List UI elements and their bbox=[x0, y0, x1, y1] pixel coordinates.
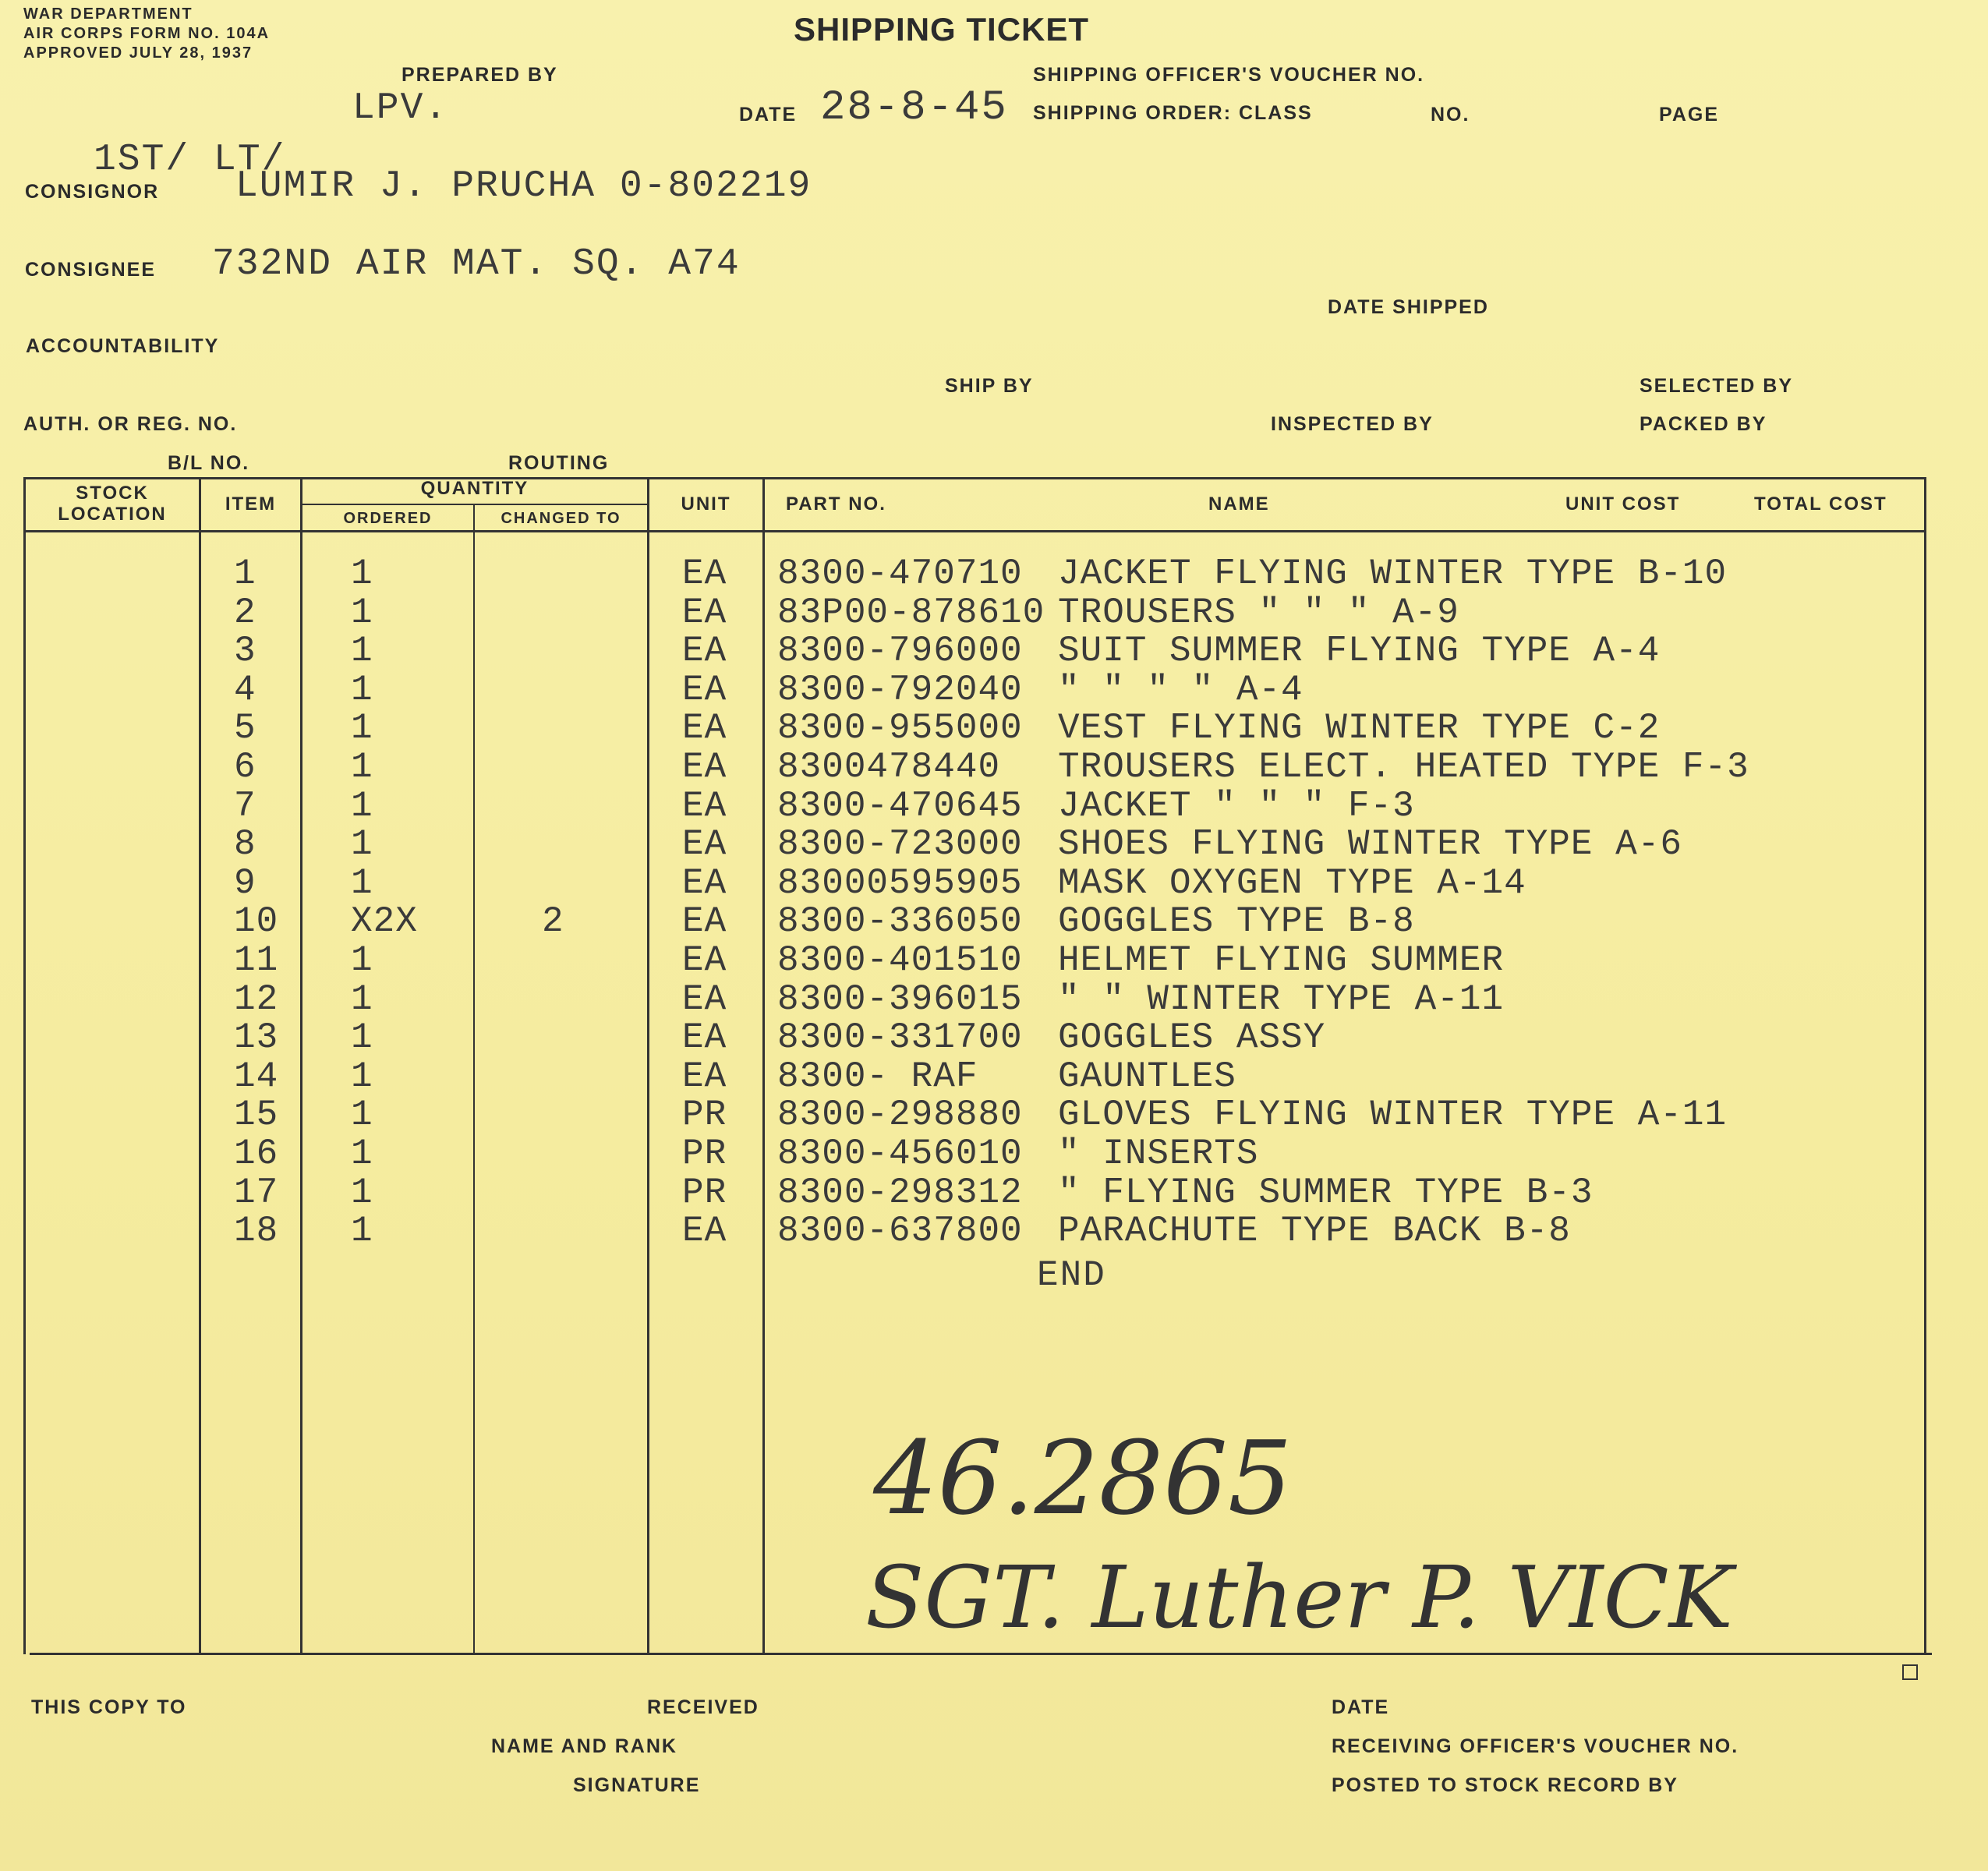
row-quantity-ordered: 1 bbox=[351, 1056, 373, 1097]
header-unit: UNIT bbox=[681, 493, 731, 515]
row-unit: EA bbox=[682, 554, 727, 594]
header-stock-line2: LOCATION bbox=[58, 504, 167, 525]
signature-label: SIGNATURE bbox=[573, 1774, 701, 1796]
row-item-number: 8 bbox=[234, 824, 256, 865]
routing-label: ROUTING bbox=[508, 452, 610, 474]
row-name: " " " " A-4 bbox=[1058, 669, 1304, 710]
row-item-number: 14 bbox=[234, 1056, 279, 1097]
row-unit: EA bbox=[682, 631, 727, 672]
row-unit: PR bbox=[682, 1172, 727, 1213]
table-row bbox=[0, 940, 1988, 979]
form-approved: APPROVED JULY 28, 1937 bbox=[23, 44, 253, 62]
row-unit: EA bbox=[682, 862, 727, 904]
consignee-value: 732ND AIR MAT. SQ. A74 bbox=[212, 243, 741, 285]
row-part-no: 8300-298312 bbox=[777, 1172, 1023, 1213]
row-quantity-ordered: X2X bbox=[351, 901, 418, 943]
table-row bbox=[0, 901, 1988, 943]
row-quantity-ordered: 1 bbox=[351, 1017, 373, 1059]
row-part-no: 8300- RAF bbox=[777, 1056, 978, 1097]
row-part-no: 83000595905 bbox=[777, 862, 1023, 904]
row-item-number: 3 bbox=[234, 631, 256, 672]
header-part-no: PART NO. bbox=[786, 493, 886, 515]
header-name: NAME bbox=[1208, 493, 1270, 515]
page-title: SHIPPING TICKET bbox=[794, 11, 1090, 48]
header-total-cost: TOTAL COST bbox=[1754, 493, 1887, 515]
page-label: PAGE bbox=[1659, 104, 1719, 126]
table-row bbox=[0, 979, 1988, 1018]
date-value: 28-8-45 bbox=[820, 84, 1008, 132]
row-quantity-ordered: 1 bbox=[351, 708, 373, 749]
row-item-number: 18 bbox=[234, 1211, 279, 1252]
row-quantity-ordered: 1 bbox=[351, 1211, 373, 1252]
table-row bbox=[0, 1211, 1988, 1250]
row-quantity-ordered: 1 bbox=[351, 1134, 373, 1174]
shipping-order-class-label: SHIPPING ORDER: CLASS bbox=[1033, 102, 1313, 124]
table-row bbox=[0, 554, 1988, 592]
packed-by-label: PACKED BY bbox=[1640, 413, 1767, 435]
date-label: DATE bbox=[739, 104, 798, 126]
table-row bbox=[0, 786, 1988, 825]
footer-date-label: DATE bbox=[1332, 1696, 1390, 1718]
row-unit: EA bbox=[682, 940, 727, 981]
handwritten-number: 46.2865 bbox=[873, 1419, 1293, 1537]
name-and-rank-label: NAME AND RANK bbox=[491, 1735, 677, 1757]
corner-box bbox=[1902, 1664, 1918, 1680]
table-row bbox=[0, 1056, 1988, 1095]
table-row bbox=[0, 824, 1988, 863]
row-part-no: 8300-456010 bbox=[777, 1134, 1023, 1174]
row-unit: EA bbox=[682, 1211, 727, 1252]
handwritten-signature: SGT. Luther P. VICK bbox=[865, 1547, 1733, 1647]
row-unit: PR bbox=[682, 1134, 727, 1174]
accountability-label: ACCOUNTABILITY bbox=[26, 335, 220, 357]
form-number: AIR CORPS FORM NO. 104A bbox=[23, 25, 271, 42]
row-quantity-ordered: 1 bbox=[351, 940, 373, 981]
row-quantity-changed: 2 bbox=[542, 901, 564, 943]
row-quantity-ordered: 1 bbox=[351, 862, 373, 904]
row-item-number: 6 bbox=[234, 747, 256, 787]
row-item-number: 15 bbox=[234, 1095, 279, 1136]
row-item-number: 1 bbox=[234, 554, 256, 594]
row-name: VEST FLYING WINTER TYPE C-2 bbox=[1058, 708, 1661, 749]
row-part-no: 8300-470710 bbox=[777, 554, 1023, 594]
end-marker: END bbox=[1037, 1255, 1106, 1296]
row-name: TROUSERS ELECT. HEATED TYPE F-3 bbox=[1058, 747, 1749, 787]
bl-no-label: B/L NO. bbox=[168, 452, 250, 474]
row-item-number: 7 bbox=[234, 785, 256, 826]
row-part-no: 8300-331700 bbox=[777, 1017, 1023, 1059]
prepared-by-value: LPV. bbox=[352, 87, 449, 129]
row-unit: EA bbox=[682, 747, 727, 787]
header-stock-line1: STOCK bbox=[76, 483, 149, 504]
row-name: GLOVES FLYING WINTER TYPE A-11 bbox=[1058, 1095, 1728, 1136]
row-quantity-ordered: 1 bbox=[351, 554, 373, 594]
table-row bbox=[0, 1095, 1988, 1134]
row-quantity-ordered: 1 bbox=[351, 592, 373, 633]
row-quantity-ordered: 1 bbox=[351, 824, 373, 865]
consignor-label: CONSIGNOR bbox=[25, 181, 160, 203]
consignor-value: LUMIR J. PRUCHA 0-802219 bbox=[235, 165, 812, 207]
row-unit: EA bbox=[682, 592, 727, 633]
this-copy-to-label: THIS COPY TO bbox=[31, 1696, 187, 1718]
row-unit: EA bbox=[682, 669, 727, 710]
inspected-by-label: INSPECTED BY bbox=[1271, 413, 1434, 435]
row-quantity-ordered: 1 bbox=[351, 1172, 373, 1213]
row-name: HELMET FLYING SUMMER bbox=[1058, 940, 1505, 981]
table-row bbox=[0, 592, 1988, 631]
table-row bbox=[0, 1134, 1988, 1172]
row-name: GOGGLES TYPE B-8 bbox=[1058, 901, 1415, 943]
voucher-label: SHIPPING OFFICER'S VOUCHER NO. bbox=[1033, 64, 1425, 86]
table-row bbox=[0, 747, 1988, 786]
row-unit: EA bbox=[682, 1017, 727, 1059]
row-unit: EA bbox=[682, 978, 727, 1020]
row-item-number: 17 bbox=[234, 1172, 279, 1213]
row-part-no: 8300-955000 bbox=[777, 708, 1023, 749]
row-part-no: 83P00-878610 bbox=[777, 592, 1045, 633]
ship-by-label: SHIP BY bbox=[945, 375, 1034, 397]
table-row bbox=[0, 1017, 1988, 1059]
order-no-label: NO. bbox=[1431, 104, 1470, 126]
received-label: RECEIVED bbox=[647, 1696, 759, 1718]
row-item-number: 5 bbox=[234, 708, 256, 749]
row-quantity-ordered: 1 bbox=[351, 631, 373, 672]
table-header-divider bbox=[23, 530, 1926, 532]
row-name: JACKET FLYING WINTER TYPE B-10 bbox=[1058, 554, 1728, 594]
date-shipped-label: DATE SHIPPED bbox=[1328, 296, 1489, 318]
row-name: " FLYING SUMMER TYPE B-3 bbox=[1058, 1172, 1594, 1213]
row-part-no: 8300-637800 bbox=[777, 1211, 1023, 1252]
row-item-number: 11 bbox=[234, 940, 279, 981]
row-unit: EA bbox=[682, 901, 727, 943]
row-name: PARACHUTE TYPE BACK B-8 bbox=[1058, 1211, 1571, 1252]
row-part-no: 8300-396015 bbox=[777, 978, 1023, 1020]
header-item: ITEM bbox=[225, 493, 277, 515]
row-item-number: 10 bbox=[234, 901, 279, 943]
row-item-number: 4 bbox=[234, 669, 256, 710]
row-unit: EA bbox=[682, 1056, 727, 1097]
row-unit: EA bbox=[682, 824, 727, 865]
receiving-voucher-label: RECEIVING OFFICER'S VOUCHER NO. bbox=[1332, 1735, 1739, 1757]
row-name: TROUSERS " " " A-9 bbox=[1058, 592, 1459, 633]
table-row bbox=[0, 631, 1988, 670]
table-row bbox=[0, 863, 1988, 902]
row-name: SHOES FLYING WINTER TYPE A-6 bbox=[1058, 824, 1682, 865]
table-row bbox=[0, 1172, 1988, 1211]
row-part-no: 8300-298880 bbox=[777, 1095, 1023, 1136]
row-item-number: 16 bbox=[234, 1134, 279, 1174]
header-changed-to: CHANGED TO bbox=[501, 510, 621, 527]
row-item-number: 2 bbox=[234, 592, 256, 633]
row-part-no: 8300-336050 bbox=[777, 901, 1023, 943]
table-row bbox=[0, 708, 1988, 747]
row-quantity-ordered: 1 bbox=[351, 1095, 373, 1136]
row-part-no: 8300-723000 bbox=[777, 824, 1023, 865]
header-stock-location bbox=[26, 483, 199, 525]
row-quantity-ordered: 1 bbox=[351, 747, 373, 787]
table-bottom-border bbox=[30, 1653, 1932, 1655]
row-unit: EA bbox=[682, 708, 727, 749]
row-name: " " WINTER TYPE A-11 bbox=[1058, 978, 1505, 1020]
row-quantity-ordered: 1 bbox=[351, 669, 373, 710]
row-part-no: 8300-470645 bbox=[777, 785, 1023, 826]
row-quantity-ordered: 1 bbox=[351, 785, 373, 826]
row-part-no: 8300-792040 bbox=[777, 669, 1023, 710]
row-name: " INSERTS bbox=[1058, 1134, 1259, 1174]
header-unit-cost: UNIT COST bbox=[1565, 493, 1681, 515]
row-item-number: 12 bbox=[234, 978, 279, 1020]
row-item-number: 9 bbox=[234, 862, 256, 904]
table-row bbox=[0, 670, 1988, 709]
row-part-no: 8300-796000 bbox=[777, 631, 1023, 672]
row-name: GAUNTLES bbox=[1058, 1056, 1236, 1097]
row-quantity-ordered: 1 bbox=[351, 978, 373, 1020]
form-department: WAR DEPARTMENT bbox=[23, 5, 193, 23]
row-name: JACKET " " " F-3 bbox=[1058, 785, 1415, 826]
row-unit: EA bbox=[682, 785, 727, 826]
consignor-rank: 1ST/ LT/ bbox=[94, 139, 286, 181]
posted-by-label: POSTED TO STOCK RECORD BY bbox=[1332, 1774, 1678, 1796]
row-part-no: 8300-401510 bbox=[777, 940, 1023, 981]
row-unit: PR bbox=[682, 1095, 727, 1136]
header-ordered: ORDERED bbox=[343, 510, 433, 527]
consignee-label: CONSIGNEE bbox=[25, 259, 157, 281]
auth-reg-no-label: AUTH. OR REG. NO. bbox=[23, 413, 238, 435]
row-part-no: 8300478440 bbox=[777, 747, 1001, 787]
row-name: GOGGLES ASSY bbox=[1058, 1017, 1326, 1059]
prepared-by-label: PREPARED BY bbox=[401, 64, 558, 86]
row-name: SUIT SUMMER FLYING TYPE A-4 bbox=[1058, 631, 1661, 672]
row-name: MASK OXYGEN TYPE A-14 bbox=[1058, 862, 1526, 904]
row-item-number: 13 bbox=[234, 1017, 279, 1059]
selected-by-label: SELECTED BY bbox=[1640, 375, 1794, 397]
header-quantity: QUANTITY bbox=[420, 478, 529, 499]
